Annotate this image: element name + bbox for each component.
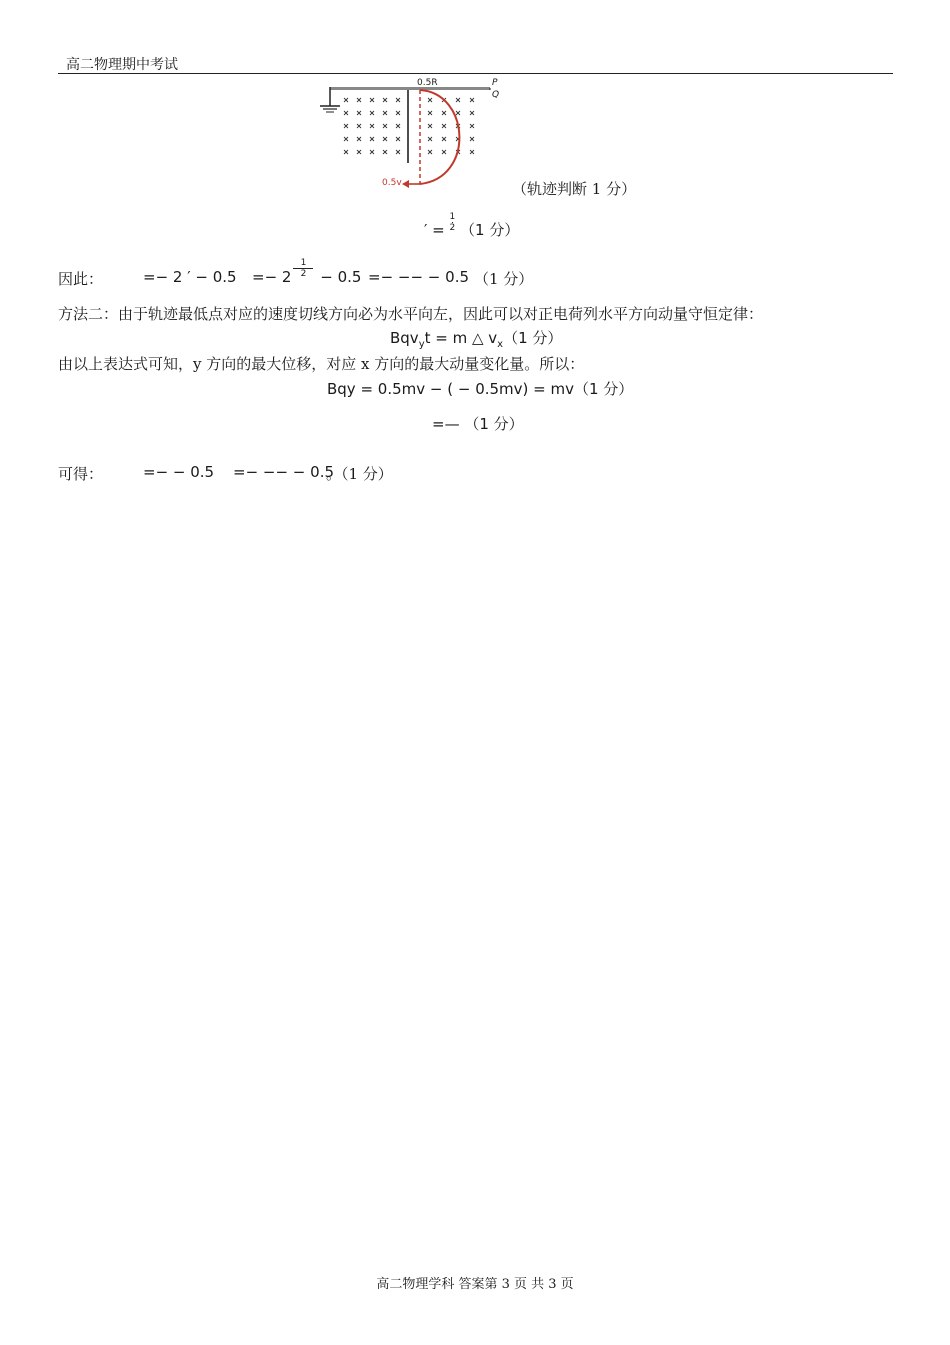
label-p: P (492, 78, 498, 88)
equation-3 (327, 378, 633, 399)
page-footer: 高二物理学科 答案第 3 页 共 3 页 (376, 1277, 574, 1292)
fraction-numerator: 1 (300, 258, 307, 268)
explain-text: 由以上表达式可知，y 方向的最大位移，对应 x 方向的最大动量变化量。所以： (58, 355, 585, 373)
trajectory-figure (310, 78, 510, 197)
trajectory-diagram (310, 78, 510, 193)
equation-2-sub-y: y (418, 339, 425, 350)
plate (330, 87, 490, 90)
page-header-title: 高二物理期中考试 (66, 57, 178, 73)
therefore-label: 因此： (58, 270, 104, 288)
label-half-r: 0.5R (417, 78, 438, 88)
velocity-arrowhead (402, 180, 409, 188)
header-rule (58, 73, 893, 74)
equation-2-score: （1 分） (503, 329, 563, 347)
fraction-denominator: 2 (449, 223, 456, 233)
therefore-score: （1 分） (474, 270, 534, 288)
equation-1-fraction (450, 212, 456, 233)
track-note: （轨迹判断 1 分） (512, 180, 637, 198)
equation-4-expr: =— (432, 415, 460, 433)
therefore-expr-b (252, 258, 362, 286)
equation-2-sub-x: x (497, 339, 504, 350)
therefore-expr-a: =− 2 ′ − 0.5 (143, 268, 237, 286)
label-half-v: 0.5v (382, 178, 402, 188)
therefore-expr-c: =− −− − 0.5 (368, 268, 470, 286)
equation-2-mid: t = m △ v (424, 329, 498, 347)
therefore-expr-b-pre: =− 2 (252, 268, 292, 286)
result-expr-b: =− −− − 0.5 (233, 463, 335, 481)
method-two-text: 方法二：由于轨迹最低点对应的速度切线方向必为水平向左，因此可以对正电荷列水平方向动量守恒定律： (58, 305, 764, 323)
therefore-expr-b-post: − 0.5 (320, 268, 362, 286)
equation-4-score: （1 分） (464, 415, 524, 433)
result-label: 可得： (58, 465, 104, 483)
result-expr-a: =− − 0.5 (143, 463, 215, 481)
equation-1 (424, 212, 520, 240)
fraction-numerator: 1 (449, 212, 456, 222)
therefore-expr-b-fraction (291, 258, 315, 279)
equation-1-lhs: ′ = (424, 221, 445, 239)
magnetic-field-crosses (344, 98, 474, 154)
trajectory-arc (420, 90, 459, 184)
equation-2 (390, 327, 562, 350)
label-q: Q (492, 90, 500, 100)
fraction-denominator: 2 (300, 269, 307, 279)
equation-4 (432, 413, 524, 434)
result-score: 。（1 分） (326, 465, 393, 483)
equation-3-score: （1 分） (574, 380, 634, 398)
equation-1-score: （1 分） (460, 221, 520, 239)
equation-3-expr: Bqy = 0.5mv − ( − 0.5mv) = mv (327, 380, 574, 398)
equation-2-main: Bqv (390, 329, 419, 347)
